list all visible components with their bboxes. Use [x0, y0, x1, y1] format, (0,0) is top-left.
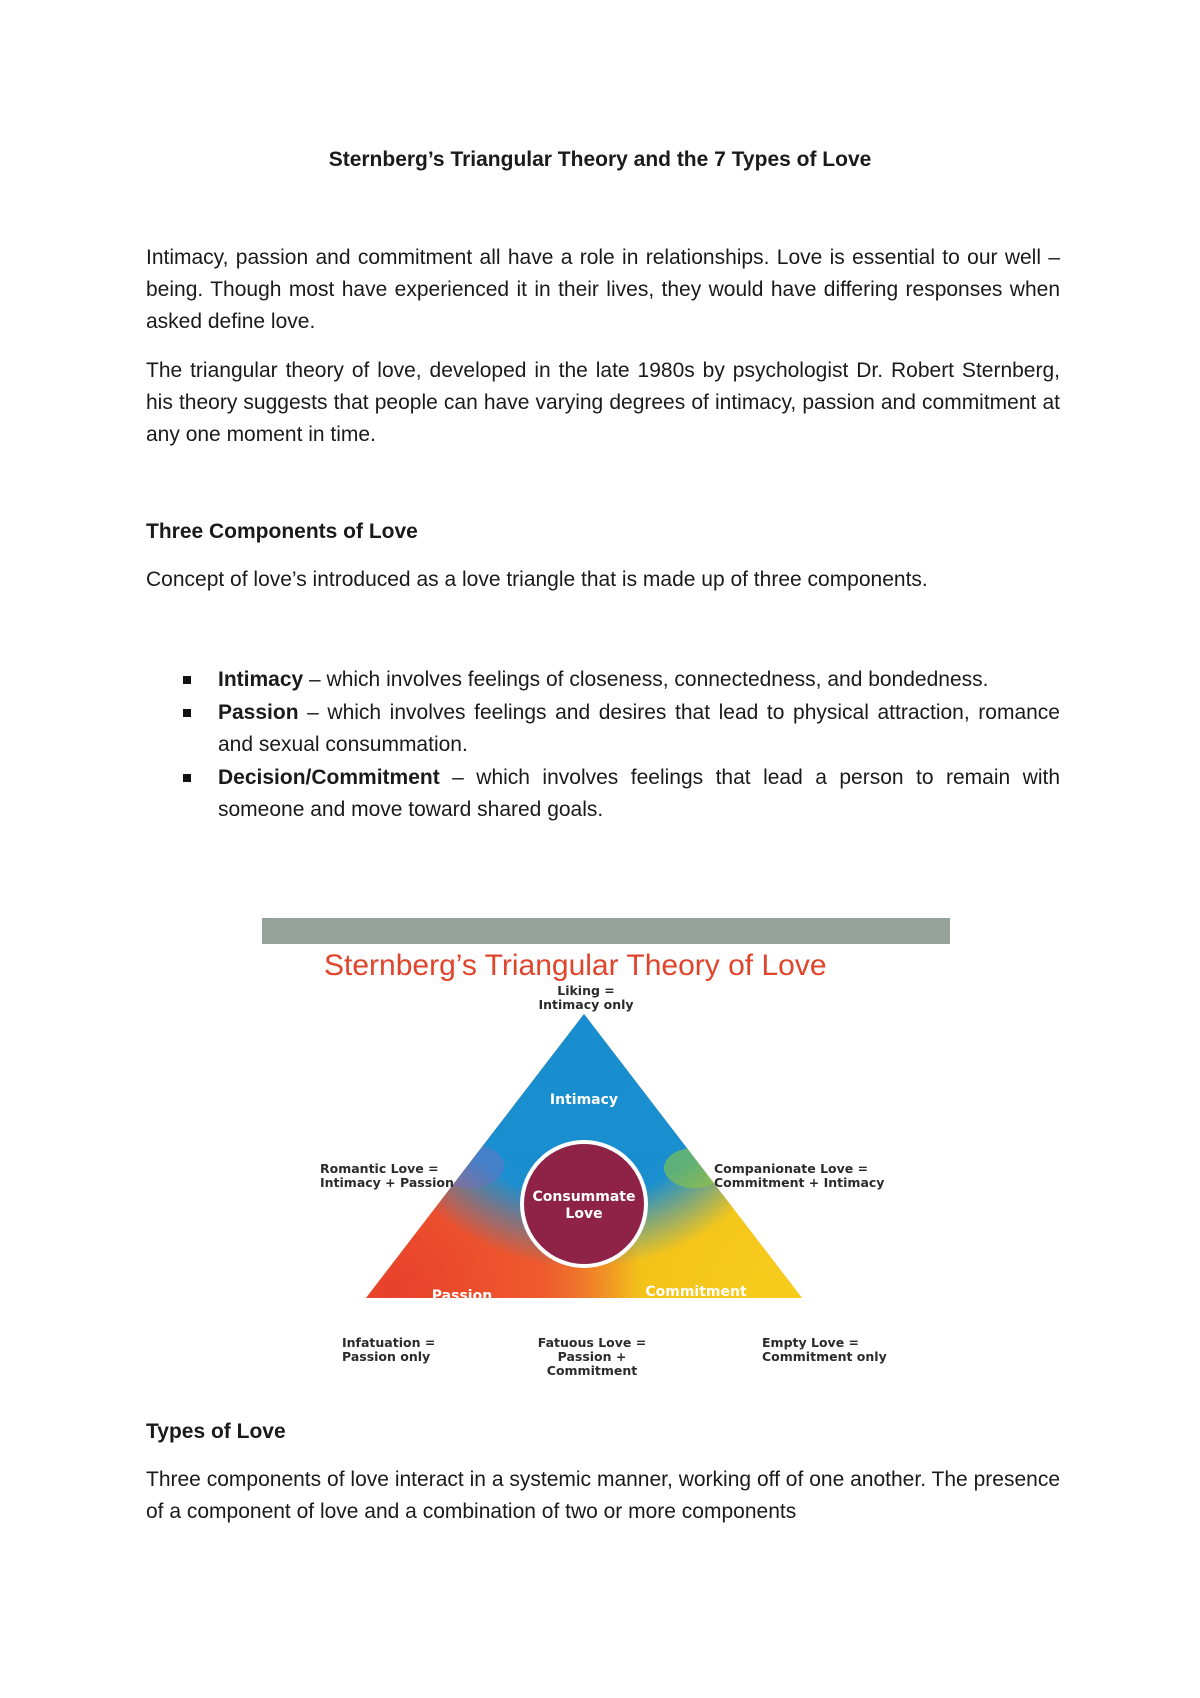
fatuous-love-label	[512, 1336, 672, 1378]
component-term: Decision/Commitment	[218, 766, 440, 789]
vertex-label-line: Commitment only	[762, 1349, 887, 1364]
companionate-love-label	[714, 1162, 884, 1190]
vertex-label-line: Passion + Commitment	[546, 1349, 638, 1378]
love-triangle-figure	[262, 918, 950, 1378]
vertex-label-line: Fatuous Love =	[537, 1335, 647, 1350]
vertex-label-line: Empty Love =	[762, 1335, 859, 1350]
types-heading: Types of Love	[146, 1420, 286, 1443]
infatuation-label	[342, 1336, 435, 1364]
vertex-label-line: Romantic Love =	[320, 1161, 439, 1176]
component-term: Intimacy	[218, 668, 304, 691]
vertex-label-line: Passion only	[342, 1349, 431, 1364]
passion-region-label: Passion	[431, 1288, 493, 1304]
list-item	[146, 697, 1060, 761]
intro-paragraph: Intimacy, passion and commitment all have a role in relationships. Love is essential to our well – being. Though most have experienced it in their lives, they would have differing responses when asked define love.	[146, 246, 1060, 333]
square-bullet-icon	[183, 709, 191, 717]
component-term: Passion	[218, 701, 299, 724]
consummate-label: Consummate	[532, 1189, 636, 1205]
empty-love-label	[762, 1336, 887, 1364]
vertex-label-line: Infatuation =	[342, 1335, 436, 1350]
list-item	[146, 664, 1060, 696]
romantic-love-label	[320, 1162, 454, 1190]
list-item	[146, 762, 1060, 826]
commitment-region-label: Commitment	[645, 1284, 747, 1300]
components-list	[146, 664, 1060, 827]
vertex-label-line: Intimacy + Passion	[320, 1175, 454, 1190]
theory-paragraph: The triangular theory of love, developed in the late 1980s by psychologist Dr. Robert Sternberg, his theory suggests that people can have varying degrees of intimacy, passion and commitment at any one moment in time.	[146, 359, 1060, 446]
square-bullet-icon	[183, 676, 191, 684]
components-heading: Three Components of Love	[146, 520, 418, 543]
component-description: – which involves feelings that lead a person to remain with someone and move toward shared goals.	[218, 766, 1060, 821]
liking-label	[538, 984, 634, 1012]
figure-title: Sternberg’s Triangular Theory of Love	[324, 949, 827, 982]
vertex-label-line: Liking =	[557, 983, 615, 998]
vertex-label-line: Intimacy only	[538, 997, 634, 1012]
vertex-label-line: Commitment + Intimacy	[714, 1175, 885, 1190]
component-description: – which involves feelings of closeness, connectedness, and bondedness.	[303, 668, 989, 691]
components-intro: Concept of love’s introduced as a love triangle that is made up of three components.	[146, 568, 928, 591]
vertex-label-line: Companionate Love =	[714, 1161, 869, 1176]
types-paragraph: Three components of love interact in a systemic manner, working off of one another. The presence of a component of love and a combination of two or more components	[146, 1468, 1060, 1523]
document-title: Sternberg’s Triangular Theory and the 7 Types of Love	[328, 148, 872, 171]
square-bullet-icon	[183, 774, 191, 782]
component-description: – which involves feelings and desires that lead to physical attraction, romance and sexual consummation.	[218, 701, 1060, 756]
love-label: Love	[565, 1206, 603, 1222]
intimacy-region-label: Intimacy	[549, 1092, 619, 1108]
